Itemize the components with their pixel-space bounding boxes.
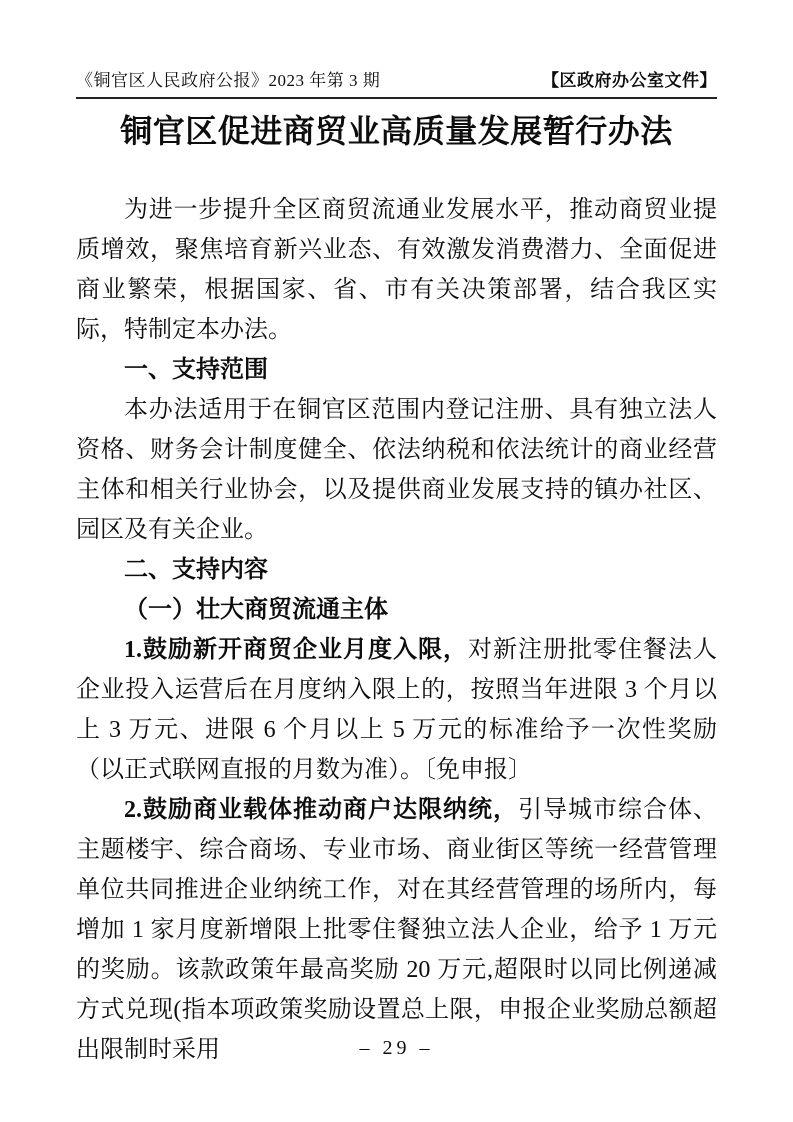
item-1-lead: 1.鼓励新开商贸企业月度入限， [124,637,468,663]
document-category-label: 【区政府办公室文件】 [542,71,717,90]
page-header [76,70,717,99]
item-1-paragraph [76,630,717,790]
section-2-heading: 二、支持内容 [124,556,268,583]
intro-paragraph: 为进一步提升全区商贸流通业发展水平，推动商贸业提质增效，聚焦培育新兴业态、有效激发消费潜力、全面促进商业繁荣，根据国家、省、市有关决策部署，结合我区实际，特制定本办法。 [76,197,717,343]
page-footer [0,1034,793,1062]
item-1-text: 对新注册批零住餐法人企业投入运营后在月度纳入限上的，按照当年进限 3 个月以上 3 万元、进限 6 个月以上 5 万元的标准给予一次性奖励（以正式联网直报的月数为准）。〔免申报〕 [76,637,717,783]
item-2-text: 引导城市综合体、主题楼宇、综合商场、专业市场、商业街区等统一经营管理单位共同推进企业纳统工作，对在其经营管理的场所内，每增加 1 家月度新增限上批零住餐独立法人企业，给予 1 万元的奖励。该款政策年最高奖励 20 万元,超限时以同比例递减方式兑现(指本项政策奖励设置总上限，申报企业奖励总额超出限制时采用 [76,797,717,1063]
item-2-paragraph [76,790,717,1070]
gazette-issue-label: 《铜官区人民政府公报》2023 年第 3 期 [76,71,381,90]
page-number: – 29 – [359,1037,434,1059]
document-body [76,190,717,1070]
section-1-paragraph: 本办法适用于在铜官区范围内登记注册、具有独立法人资格、财务会计制度健全、依法纳税和依法统计的商业经营主体和相关行业协会，以及提供商业发展支持的镇办社区、园区及有关企业。 [76,397,717,543]
section-1-heading: 一、支持范围 [124,356,268,383]
document-title: 铜官区促进商贸业高质量发展暂行办法 [120,113,673,149]
subsection-1-heading: （一）壮大商贸流通主体 [124,597,388,623]
item-2-lead: 2.鼓励商业载体推动商户达限纳统， [124,797,518,823]
